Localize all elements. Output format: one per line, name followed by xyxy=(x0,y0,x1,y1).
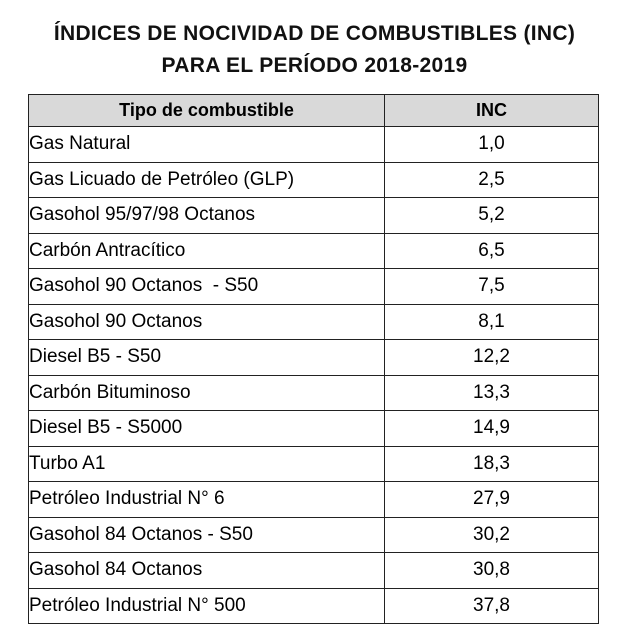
inc-value-cell: 18,3 xyxy=(385,446,599,482)
fuel-type-cell: Gasohol 95/97/98 Octanos xyxy=(29,198,385,234)
table-row xyxy=(29,375,599,411)
inc-value-cell: 6,5 xyxy=(385,233,599,269)
table-row xyxy=(29,588,599,624)
fuel-type-cell: Petróleo Industrial N° 500 xyxy=(29,588,385,624)
fuel-type-cell: Gasohol 90 Octanos - S50 xyxy=(29,269,385,305)
table-header-row xyxy=(29,95,599,127)
inc-value-cell: 27,9 xyxy=(385,482,599,518)
fuel-type-cell: Gasohol 84 Octanos xyxy=(29,553,385,589)
fuel-type-cell: Diesel B5 - S50 xyxy=(29,340,385,376)
table-row xyxy=(29,553,599,589)
table-row xyxy=(29,127,599,163)
inc-table xyxy=(28,94,599,624)
fuel-type-cell: Diesel B5 - S5000 xyxy=(29,411,385,447)
table-row xyxy=(29,162,599,198)
inc-value-cell: 14,9 xyxy=(385,411,599,447)
inc-value-cell: 1,0 xyxy=(385,127,599,163)
inc-value-cell: 30,2 xyxy=(385,517,599,553)
header-fuel-type: Tipo de combustible xyxy=(29,95,385,127)
fuel-type-cell: Gasohol 90 Octanos xyxy=(29,304,385,340)
table-row xyxy=(29,411,599,447)
header-inc: INC xyxy=(385,95,599,127)
fuel-type-cell: Gasohol 84 Octanos - S50 xyxy=(29,517,385,553)
inc-value-cell: 12,2 xyxy=(385,340,599,376)
title-line-1: ÍNDICES DE NOCIVIDAD DE COMBUSTIBLES (INC) xyxy=(53,22,576,45)
fuel-type-cell: Gas Natural xyxy=(29,127,385,163)
inc-value-cell: 2,5 xyxy=(385,162,599,198)
fuel-type-cell: Gas Licuado de Petróleo (GLP) xyxy=(29,162,385,198)
table-row xyxy=(29,233,599,269)
inc-value-cell: 30,8 xyxy=(385,553,599,589)
table-row xyxy=(29,269,599,305)
fuel-type-cell: Carbón Bituminoso xyxy=(29,375,385,411)
table-row xyxy=(29,340,599,376)
inc-value-cell: 5,2 xyxy=(385,198,599,234)
inc-value-cell: 37,8 xyxy=(385,588,599,624)
fuel-type-cell: Turbo A1 xyxy=(29,446,385,482)
title-line-2: PARA EL PERÍODO 2018-2019 xyxy=(161,54,468,77)
table-row xyxy=(29,198,599,234)
inc-value-cell: 13,3 xyxy=(385,375,599,411)
fuel-type-cell: Carbón Antracítico xyxy=(29,233,385,269)
table-row xyxy=(29,517,599,553)
inc-value-cell: 8,1 xyxy=(385,304,599,340)
page-title xyxy=(0,18,629,82)
table-row xyxy=(29,446,599,482)
inc-value-cell: 7,5 xyxy=(385,269,599,305)
fuel-type-cell: Petróleo Industrial N° 6 xyxy=(29,482,385,518)
table-row xyxy=(29,304,599,340)
table-row xyxy=(29,482,599,518)
